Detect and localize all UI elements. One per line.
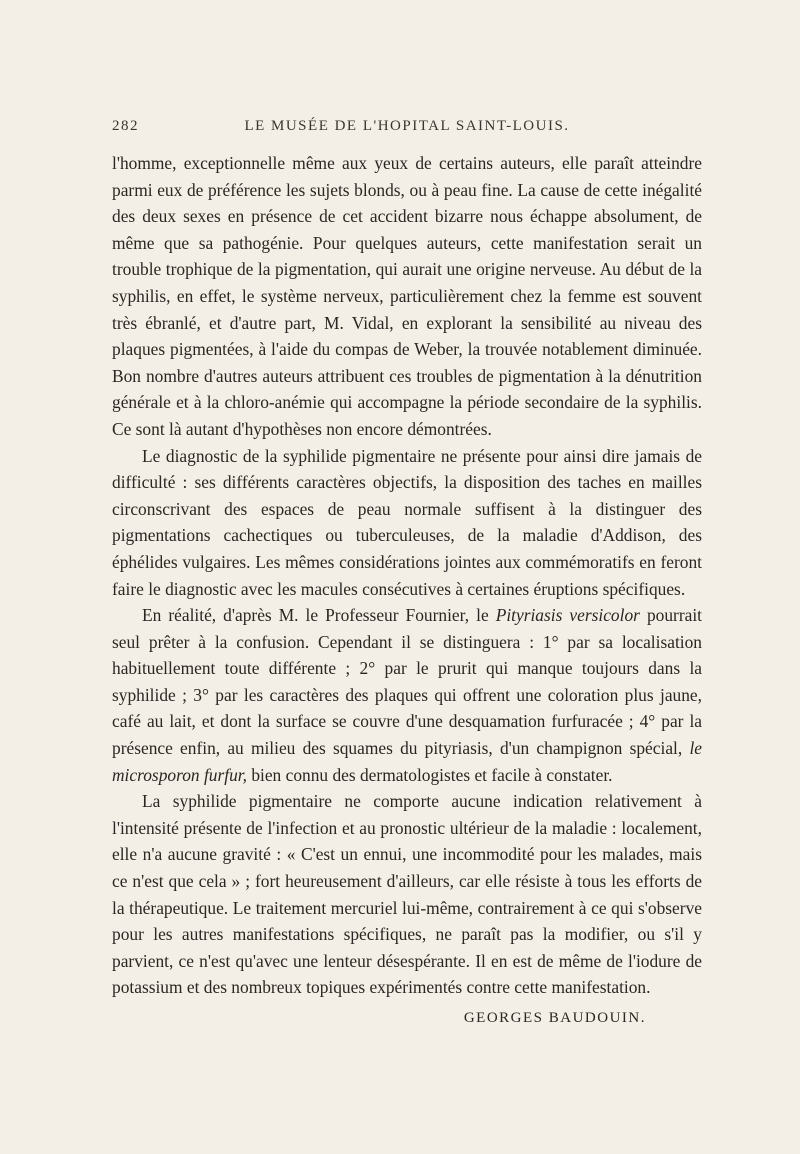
paragraph-3-part-3: bien connu des dermatologistes et facile à constater. [246,764,613,785]
paragraph-3 [112,602,702,788]
page-number: 282 [112,118,139,134]
article-body [112,150,702,1032]
microsporon-term: le microsporon furfur, [112,738,702,785]
author-signature: GEORGES BAUDOUIN. [463,1010,646,1026]
pityriasis-term: Pityriasis versicolor [495,605,640,626]
paragraph-3-part-1: En réalité, d'après M. le Professeur Fournier, le [142,605,496,626]
paragraph-4: La syphilide pigmentaire ne comporte aucune indication relativement à l'intensité présente de l'infection et au pronostic ultérieur de la maladie : localement, elle n'a aucune gravité : « C'est un ennui, une incommodité pour les malades, mais ce n'est que cela » ; fort heureusement d'ailleurs, car elle résiste à tous les efforts de la thérapeutique. Le traitement mercuriel lui-même, contrairement à ce qui s'observe pour les autres manifestations spécifiques, ne paraît pas la modifier, ou s'il y parvient, ce n'est qu'avec une lenteur désespérante. Il en est de même de l'iodure de potassium et des nombreux topiques expérimentés contre cette manifestation. [112,791,702,998]
paragraph-1: l'homme, exceptionnelle même aux yeux de certains auteurs, elle paraît atteindre parmi eux de préférence les sujets blonds, ou à peau fine. La cause de cette inégalité des deux sexes en présence de cet accident bizarre nous échappe absolument, de même que sa pathogénie. Pour quelques auteurs, cette manifestation serait un trouble trophique de la pigmentation, qui aurait une origine nerveuse. Au début de la syphilis, en effet, le système nerveux, particulièrement chez la femme est souvent très ébranlé, et d'autre part, M. Vidal, en explorant la sensibilité au niveau des plaques pigmentées, à l'aide du compas de Weber, la trouvée notablement diminuée. Bon nombre d'autres auteurs attribuent ces troubles de pigmentation à la dénutrition générale et à la chloro-anémie qui accompagne la période secondaire de la syphilis. Ce sont là autant d'hypothèses non encore démontrées. [112,153,702,439]
paragraph-3-part-2: pourrait seul prêter à la confusion. Cependant il se distinguera : 1° par sa localisation habituellement toute différente ; 2° par le prurit qui manque toujours dans la syphilide ; 3° par les caractères des plaques qui offrent une coloration plus jaune, café au lait, et dont la surface se couvre d'une desquamation furfuracée ; 4° par la présence enfin, au milieu des squames du pityriasis, d'un champignon spécial, [112,605,702,759]
running-title: LE MUSÉE DE L'HOPITAL SAINT-LOUIS. [244,118,570,134]
paragraph-2: Le diagnostic de la syphilide pigmentaire ne présente pour ainsi dire jamais de difficulté : ses différents caractères objectifs, la disposition des taches en mailles circonscrivant des espaces de peau normale suffisent à la distinguer des pigmentations cachectiques ou tuberculeuses, de la maladie d'Addison, des éphélides vulgaires. Les mêmes considérations jointes aux commémoratifs en feront faire le diagnostic avec les macules consécutives à certaines éruptions spécifiques. [112,445,702,599]
